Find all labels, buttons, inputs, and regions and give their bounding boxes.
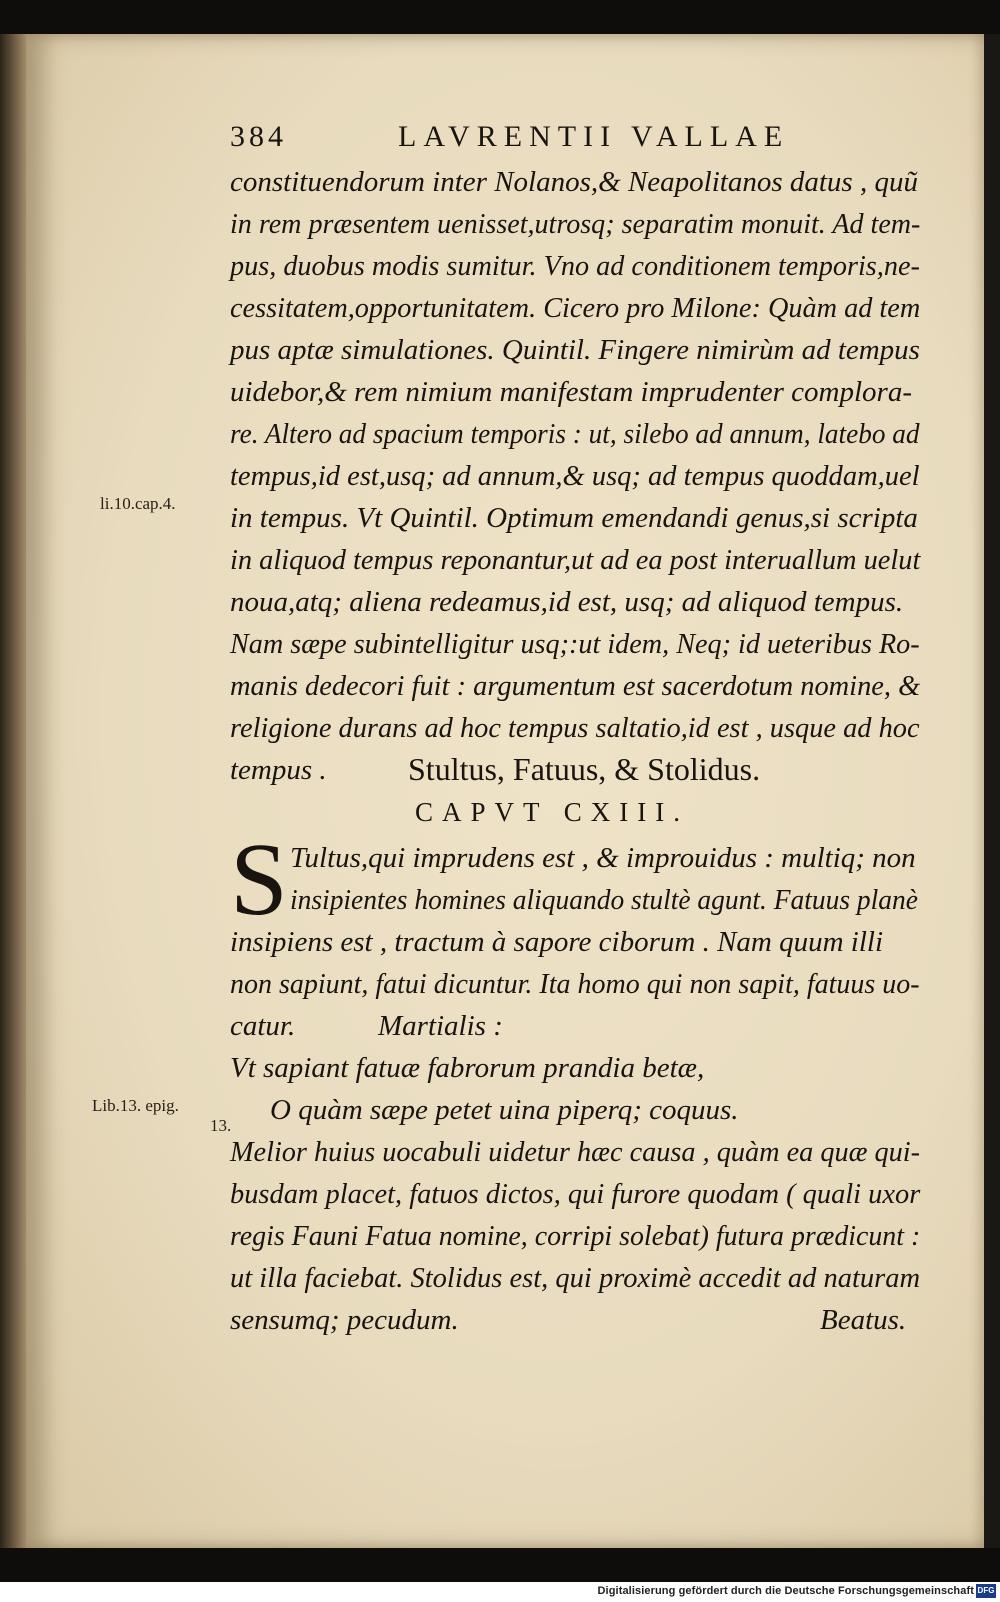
book-spine: [0, 34, 26, 1548]
text-line: Melior huius uocabuli uidetur hæc causa , quàm ea quæ qui-: [230, 1136, 921, 1168]
text-line: tempus,id est,usq; ad annum,& usq; ad tempus quoddam,uel: [230, 460, 920, 492]
text-line: pus aptæ simulationes. Quintil. Fingere nimirùm ad tempus: [230, 334, 920, 366]
running-head-title: LAVRENTII VALLAE: [398, 120, 790, 153]
text-line: noua,atq; aliena redeamus,id est, usq; ad aliquod tempus.: [230, 586, 904, 618]
text-line: catur.: [230, 1010, 296, 1042]
catchword: Beatus.: [820, 1304, 907, 1336]
margin-note: Lib.13. epig.: [92, 1096, 179, 1115]
text-line: cessitatem,opportunitatem. Cicero pro Milone: Quàm ad tem: [230, 292, 921, 324]
text-line: insipiens est , tractum à sapore ciborum . Nam quum illi: [230, 926, 884, 958]
text-line: tempus .: [230, 754, 327, 786]
scan-frame-right: [984, 34, 1000, 1548]
text-line: insipientes homines aliquando stultè agunt. Fatuus planè: [290, 884, 918, 916]
drop-cap: S: [230, 822, 288, 937]
page-number: 384: [230, 120, 287, 153]
verse-line: O quàm sæpe petet uina piperq; coquus.: [270, 1094, 739, 1126]
margin-note: 13.: [210, 1116, 232, 1135]
text-line: ut illa faciebat. Stolidus est, qui proximè accedit ad naturam: [230, 1262, 921, 1294]
text-line: manis dedecori fuit : argumentum est sacerdotum nomine, &: [230, 670, 921, 702]
text-line: in tempus. Vt Quintil. Optimum emendandi genus,si scripta: [230, 502, 918, 534]
text-line: in rem præsentem uenisset,utrosq; separatim monuit. Ad tem-: [230, 208, 921, 240]
text-line: busdam placet, fatuos dictos, qui furore quodam ( quali uxor: [230, 1178, 921, 1210]
chapter-title: Stultus, Fatuus, & Stolidus.: [408, 751, 761, 787]
verse-line: Vt sapiant fatuæ fabrorum prandia betæ,: [230, 1052, 705, 1084]
footer-credit: Digitalisierung gefördert durch die Deutsche Forschungsgemeinschaft: [597, 1585, 974, 1597]
martialis-label: Martialis :: [378, 1010, 503, 1042]
chapter-number: CAPVT CXIII.: [415, 797, 690, 827]
text-line: religione durans ad hoc tempus saltatio,id est , usque ad hoc: [230, 712, 920, 744]
footer-bar: [0, 1582, 1000, 1602]
text-line: in aliquod tempus reponantur,ut ad ea post interuallum uelut: [230, 544, 921, 576]
text-line: regis Fauni Fatua nomine, corripi solebat) futura prædicunt :: [230, 1220, 921, 1252]
scan-frame-bottom: [0, 1548, 1000, 1582]
dfg-logo-icon: DFG: [976, 1584, 996, 1598]
running-head: [230, 120, 930, 160]
text-line: Tultus,qui imprudens est , & improuidus : multiq; non: [290, 842, 916, 874]
text-line: sensumq; pecudum.: [230, 1304, 459, 1336]
scan-frame-top: [0, 0, 1000, 34]
text-line: Nam sæpe subintelligitur usq;:ut idem, Neq; id ueteribus Ro-: [230, 628, 920, 660]
text-line: re. Altero ad spacium temporis : ut, silebo ad annum, latebo ad: [230, 418, 920, 450]
text-line: constituendorum inter Nolanos,& Neapolitanos datus , quũ: [230, 166, 918, 198]
text-line: uidebor,& rem nimium manifestam imprudenter complora-: [230, 376, 912, 408]
margin-note: li.10.cap.4.: [100, 494, 176, 513]
text-line: non sapiunt, fatui dicuntur. Ita homo qui non sapit, fatuus uo-: [230, 968, 920, 1000]
text-line: pus, duobus modis sumitur. Vno ad conditionem temporis,ne-: [230, 250, 920, 282]
